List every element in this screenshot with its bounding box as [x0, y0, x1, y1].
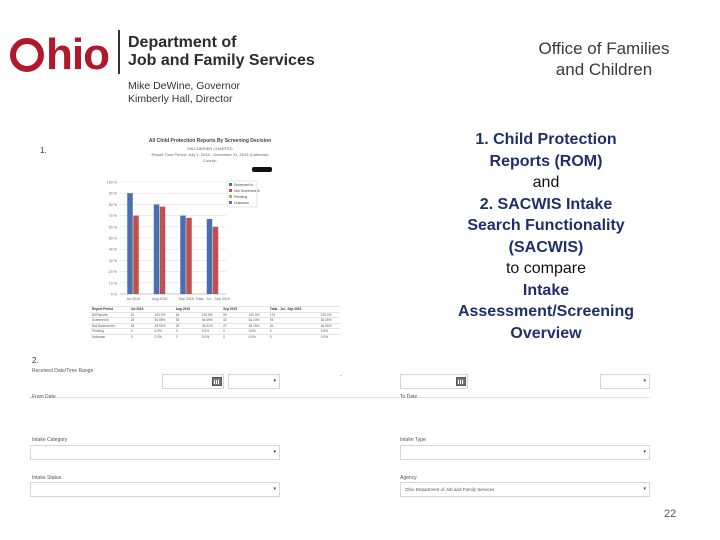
table-cell: Pending — [90, 329, 129, 335]
legend-swatch — [229, 201, 232, 204]
department-name — [128, 34, 315, 70]
table-cell: 54.69% — [200, 318, 221, 324]
desc-line-7: to compare — [505, 260, 587, 277]
table-cell: 46.55% — [319, 323, 340, 329]
calendar-icon[interactable] — [456, 377, 466, 386]
report-subtitle: MILLS/BRIEN CHARTED — [187, 146, 233, 151]
bar-screened-in — [207, 219, 213, 294]
y-tick-label: 90 % — [108, 191, 117, 196]
chevron-down-icon: ▾ — [643, 378, 646, 384]
bar-not-screened-in — [213, 227, 219, 294]
desc-line-2: Reports (ROM) — [489, 152, 603, 170]
table-cell: Aug 2015 — [174, 307, 200, 313]
table-cell: 51 — [129, 312, 153, 318]
county-label: County: — [203, 158, 217, 163]
chevron-down-icon: ▾ — [643, 486, 646, 492]
table-row — [90, 334, 340, 340]
table-cell: 45.31% — [200, 323, 221, 329]
table-cell: 0 — [129, 334, 153, 340]
intake-category-label: Intake Category — [32, 437, 68, 443]
table-cell: 100.0% — [153, 312, 174, 318]
y-tick-label: 30 % — [108, 258, 117, 263]
y-tick-label: 80 % — [108, 202, 117, 207]
calendar-icon[interactable] — [212, 377, 222, 386]
received-range-label: Received Date/Time Range — [32, 368, 94, 374]
department-line-2: Job and Family Services — [128, 52, 315, 69]
department-line-1: Department of — [128, 34, 237, 51]
slide-header — [0, 0, 720, 112]
director-name: Kimberly Hall, Director — [128, 93, 233, 105]
table-cell: 50.98% — [153, 318, 174, 324]
table-cell: 0.0% — [319, 334, 340, 340]
table-cell: 45.76% — [247, 323, 268, 329]
table-cell: 0 — [174, 329, 200, 335]
governor-name: Mike DeWine, Governor — [128, 80, 241, 92]
table-cell: 0 — [268, 329, 319, 335]
slide-content — [0, 112, 720, 540]
table-cell: 0.0% — [247, 334, 268, 340]
legend-swatch — [229, 183, 232, 186]
section-2-number: 2. — [32, 356, 39, 365]
desc-line-1: 1. Child Protection — [475, 131, 617, 148]
table-cell: Report Period — [90, 307, 129, 313]
y-tick-label: 70 % — [108, 214, 117, 219]
table-cell: Jul 2015 — [129, 307, 153, 313]
table-cell: All Reports — [90, 312, 129, 318]
desc-line-3: and — [532, 174, 560, 191]
table-cell: 100.0% — [200, 312, 221, 318]
table-cell: 54.24% — [247, 318, 268, 324]
ohio-logo — [10, 30, 109, 80]
legend-label: Not Screened In — [234, 189, 260, 193]
table-cell: 49.02% — [153, 323, 174, 329]
agency-value: Ohio Department of Job and Family Services — [405, 487, 495, 492]
intake-status-select[interactable] — [30, 482, 280, 497]
x-tick-label: Sep 2015 — [178, 297, 194, 301]
table-cell: 100.0% — [319, 312, 340, 318]
table-cell: 26 — [129, 318, 153, 324]
office-title — [514, 38, 694, 80]
from-time-select[interactable] — [228, 374, 280, 389]
table-cell: 64 — [174, 312, 200, 318]
legend-label: Unknown — [234, 201, 249, 205]
legend-swatch — [229, 189, 232, 192]
section-1-number: 1. — [40, 146, 47, 155]
screening-bar-chart — [90, 178, 340, 304]
desc-line-5: Search Functionality — [467, 217, 625, 234]
intake-status-label: Intake Status — [32, 475, 62, 481]
table-cell: 53.45% — [319, 318, 340, 324]
desc-line-8: Intake — [522, 281, 570, 299]
report-subtitle-block — [120, 146, 300, 164]
table-cell: 0.0% — [153, 334, 174, 340]
table-cell: Total - Jul - Sep 2015 — [268, 307, 319, 313]
from-date-label: From Date — [32, 394, 56, 400]
intake-type-select[interactable] — [400, 445, 650, 460]
range-separator: - — [340, 373, 342, 379]
table-cell: 0 — [221, 329, 247, 335]
to-date-label: To Date — [400, 394, 418, 400]
table-cell: 93 — [268, 318, 319, 324]
form-divider — [30, 397, 650, 398]
logo-divider — [118, 30, 120, 74]
report-title: All Child Protection Reports By Screening Decision — [148, 138, 272, 144]
chevron-down-icon: ▾ — [273, 449, 276, 455]
y-tick-label: 40 % — [108, 247, 117, 252]
table-cell: 100.0% — [247, 312, 268, 318]
chevron-down-icon: ▾ — [273, 486, 276, 492]
logo-letters: hio — [46, 30, 109, 79]
desc-line-4: 2. SACWIS Intake — [479, 195, 613, 213]
table-cell: 0.0% — [247, 329, 268, 335]
table-cell: 0.0% — [200, 329, 221, 335]
y-tick-label: 10 % — [108, 281, 117, 286]
legend-label: Pending — [234, 195, 248, 199]
legend-label: Screened In — [234, 183, 254, 187]
to-time-select[interactable] — [600, 374, 650, 389]
bar-not-screened-in — [186, 218, 192, 294]
table-cell: 29 — [174, 323, 200, 329]
table-cell: Not Screened In — [90, 323, 129, 329]
table-cell: 81 — [268, 323, 319, 329]
slide-description — [440, 129, 652, 344]
desc-line-10: Overview — [510, 324, 582, 342]
bar-not-screened-in — [133, 216, 139, 294]
table-cell: 0 — [174, 334, 200, 340]
y-tick-label: 50 % — [108, 236, 117, 241]
summary-table — [90, 306, 340, 340]
table-cell: Screened In — [90, 318, 129, 324]
y-tick-label: 60 % — [108, 225, 117, 230]
table-cell: 25 — [129, 323, 153, 329]
office-line-1: Office of Families — [538, 39, 670, 58]
chevron-down-icon: ▾ — [273, 378, 276, 384]
agency-label: Agency — [400, 475, 417, 481]
y-tick-label: 100 % — [106, 180, 117, 185]
table-cell: 27 — [221, 323, 247, 329]
bar-screened-in — [127, 193, 133, 294]
table-cell: 0.0% — [153, 329, 174, 335]
table-cell: 174 — [268, 312, 319, 318]
intake-type-label: Intake Type — [400, 437, 426, 443]
table-cell: 0.0% — [200, 334, 221, 340]
page-number: 22 — [664, 508, 677, 520]
x-tick-label: Jul 2015 — [126, 297, 141, 301]
bar-screened-in — [180, 216, 186, 294]
redacted-county-value — [252, 167, 272, 172]
report-period: Report Time Period: July 1, 2015 - December 31, 2015 (Calendar) — [151, 152, 269, 157]
agency-select[interactable] — [400, 482, 650, 497]
y-tick-label: 20 % — [108, 270, 117, 275]
table-cell: Unknown — [90, 334, 129, 340]
desc-line-9: Assessment/Screening — [457, 303, 635, 320]
table-cell: 0 — [129, 329, 153, 335]
table-cell: Sep 2015 — [221, 307, 247, 313]
intake-category-select[interactable] — [30, 445, 280, 460]
table-cell: 35 — [174, 318, 200, 324]
bar-screened-in — [154, 204, 160, 294]
office-line-2: and Children — [555, 60, 653, 79]
desc-line-6: (SACWIS) — [508, 238, 584, 256]
table-cell: 0 — [221, 334, 247, 340]
table-cell: 59 — [221, 312, 247, 318]
bar-not-screened-in — [160, 207, 166, 294]
chevron-down-icon: ▾ — [643, 449, 646, 455]
table-cell: 0 — [268, 334, 319, 340]
table-cell: 32 — [221, 318, 247, 324]
officials — [128, 80, 240, 106]
y-tick-label: 0 % — [110, 292, 117, 297]
logo-o-ring — [10, 38, 44, 72]
legend-swatch — [229, 195, 232, 198]
table-cell: 0.0% — [319, 329, 340, 335]
rom-report-image — [90, 138, 340, 338]
x-tick-label: Total - Jul - Sep 2015 — [195, 297, 230, 301]
x-tick-label: Aug 2015 — [152, 297, 168, 301]
